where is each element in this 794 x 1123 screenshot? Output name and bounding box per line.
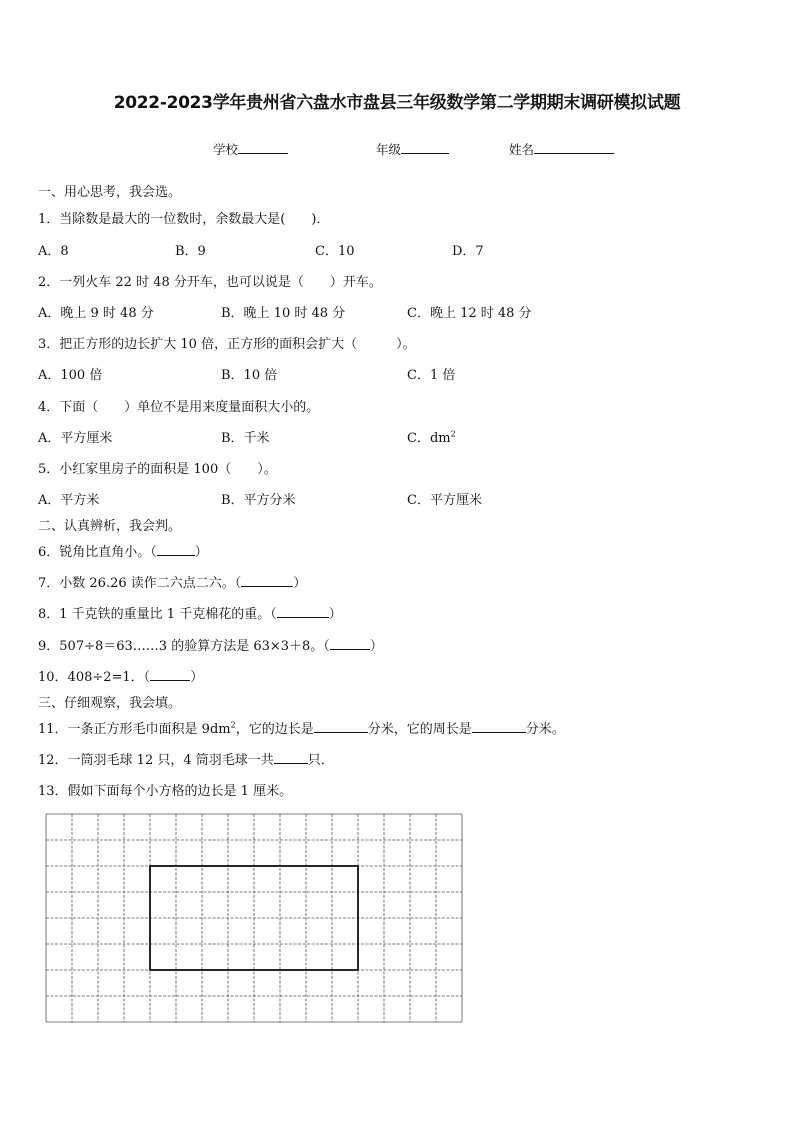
grade-field bbox=[376, 140, 449, 158]
question-11 bbox=[38, 718, 565, 737]
section-2-heading: 二、认真辨析，我会判。 bbox=[38, 519, 182, 534]
q1-option-d[interactable]: D．7 bbox=[452, 244, 484, 259]
q12-answer-blank[interactable] bbox=[274, 751, 308, 764]
question-7 bbox=[38, 572, 306, 591]
q1-option-b[interactable]: B．9 bbox=[175, 244, 206, 259]
grid-lines bbox=[46, 814, 462, 1022]
q11-text-2: ，它的边长是 bbox=[235, 722, 314, 737]
q3-option-c[interactable]: C．1 倍 bbox=[407, 368, 456, 383]
school-field bbox=[213, 140, 288, 158]
q5-option-b[interactable]: B．平方分米 bbox=[221, 493, 296, 508]
section-1-heading: 一、用心思考，我会选。 bbox=[38, 185, 182, 200]
q10-answer-blank[interactable] bbox=[150, 668, 190, 681]
q11-text-3: 分米，它的周长是 bbox=[367, 722, 472, 737]
question-13-stem: 13．假如下面每个小方格的边长是 1 厘米。 bbox=[38, 784, 293, 799]
q5-option-c[interactable]: C．平方厘米 bbox=[407, 493, 482, 508]
q10-close: ） bbox=[190, 670, 204, 685]
question-2-stem: 2．一列火车 22 时 48 分开车，也可以说是（ ）开车。 bbox=[38, 275, 382, 290]
question-1-stem: 1．当除数是最大的一位数时，余数最大是( )． bbox=[38, 212, 330, 227]
q3-option-b[interactable]: B．10 倍 bbox=[221, 368, 278, 383]
q8-answer-blank[interactable] bbox=[277, 605, 329, 618]
q7-close: ） bbox=[293, 576, 307, 591]
square-grid-figure bbox=[44, 812, 468, 1024]
question-5-stem: 5．小红家里房子的面积是 100（ ）。 bbox=[38, 462, 277, 477]
school-blank[interactable] bbox=[238, 141, 288, 154]
q11-text-4: 分米。 bbox=[525, 722, 565, 737]
q1-option-a[interactable]: A．8 bbox=[38, 244, 69, 259]
q11-side-blank[interactable] bbox=[314, 720, 368, 733]
q9-text: 9．507÷8＝63……3 的验算方法是 63×3＋8。（ bbox=[38, 639, 330, 654]
q10-text: 10．408÷2=1．（ bbox=[38, 670, 151, 685]
school-label: 学校 bbox=[213, 142, 239, 157]
q11-sup: 2 bbox=[230, 720, 236, 730]
grade-blank[interactable] bbox=[401, 141, 449, 154]
question-8 bbox=[38, 603, 342, 622]
q4-option-c[interactable] bbox=[407, 427, 456, 446]
q2-option-c[interactable]: C．晚上 12 时 48 分 bbox=[407, 306, 532, 321]
q9-answer-blank[interactable] bbox=[330, 637, 370, 650]
section-3-heading: 三、仔细观察，我会填。 bbox=[38, 696, 182, 711]
q8-text: 8．1 千克铁的重量比 1 千克棉花的重。（ bbox=[38, 607, 277, 622]
q11-text-1: 11．一条正方形毛巾面积是 9dm bbox=[38, 722, 231, 737]
q9-close: ） bbox=[369, 639, 383, 654]
q4-option-a[interactable]: A．平方厘米 bbox=[38, 431, 113, 446]
question-3-stem: 3．把正方形的边长扩大 10 倍，正方形的面积会扩大（ ）。 bbox=[38, 337, 416, 352]
name-field bbox=[509, 140, 614, 158]
q4-option-c-text: C．dm bbox=[407, 431, 451, 446]
q1-option-c[interactable]: C．10 bbox=[315, 244, 355, 259]
q7-answer-blank[interactable] bbox=[241, 574, 293, 587]
q2-option-a[interactable]: A．晚上 9 时 48 分 bbox=[38, 306, 154, 321]
q12-text-2: 只． bbox=[307, 753, 334, 768]
q12-text-1: 12．一筒羽毛球 12 只，4 筒羽毛球一共 bbox=[38, 753, 274, 768]
q5-option-a[interactable]: A．平方米 bbox=[38, 493, 100, 508]
q3-option-a[interactable]: A．100 倍 bbox=[38, 368, 103, 383]
q11-perimeter-blank[interactable] bbox=[472, 720, 526, 733]
question-4-stem: 4．下面（ ）单位不是用来度量面积大小的。 bbox=[38, 400, 320, 415]
q4-option-b[interactable]: B．千米 bbox=[221, 431, 270, 446]
name-blank[interactable] bbox=[534, 141, 614, 154]
question-12 bbox=[38, 749, 334, 768]
q7-text: 7．小数 26.26 读作二六点二六。（ bbox=[38, 576, 242, 591]
q8-close: ） bbox=[328, 607, 342, 622]
question-10 bbox=[38, 666, 203, 685]
grade-label: 年级 bbox=[376, 142, 402, 157]
q6-answer-blank[interactable] bbox=[157, 543, 195, 556]
name-label: 姓名 bbox=[509, 142, 535, 157]
q6-text: 6．锐角比直角小。（ bbox=[38, 545, 157, 560]
q2-option-b[interactable]: B．晚上 10 时 48 分 bbox=[221, 306, 346, 321]
q4-option-c-sup: 2 bbox=[450, 429, 456, 439]
page-title: 2022-2023学年贵州省六盘水市盘县三年级数学第二学期期末调研模拟试题 bbox=[113, 93, 681, 113]
question-9 bbox=[38, 635, 383, 654]
q6-close: ） bbox=[194, 545, 208, 560]
question-6 bbox=[38, 541, 208, 560]
